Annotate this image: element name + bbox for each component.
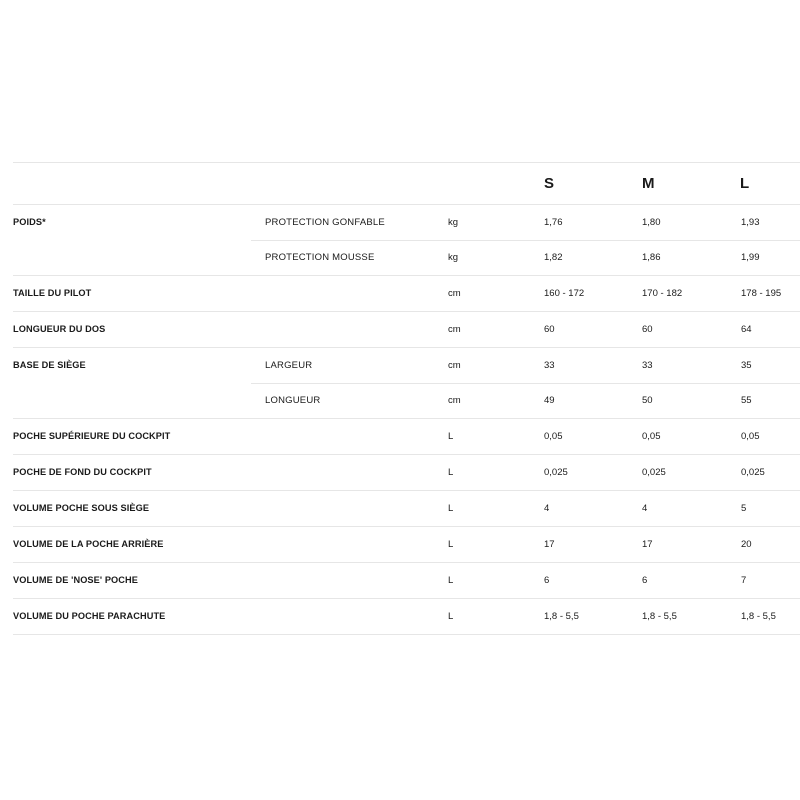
value-s: 4	[544, 503, 550, 514]
row-unit: L	[448, 467, 454, 478]
row-label: POIDS*	[13, 217, 46, 227]
value-m: 33	[642, 360, 653, 371]
row-sublabel: LONGUEUR	[265, 395, 321, 406]
row-label: TAILLE DU PILOT	[13, 288, 92, 298]
table-row	[13, 276, 800, 312]
row-unit: L	[448, 611, 454, 622]
value-m: 1,86	[642, 252, 661, 263]
value-l: 20	[741, 539, 752, 550]
value-m: 0,05	[642, 431, 661, 442]
table-row	[13, 491, 800, 527]
row-unit: L	[448, 575, 454, 586]
value-m: 0,025	[642, 467, 666, 478]
value-s: 33	[544, 360, 555, 371]
row-sublabel: LARGEUR	[265, 360, 313, 371]
value-l: 7	[741, 575, 747, 586]
value-l: 55	[741, 395, 752, 406]
row-unit: cm	[448, 395, 461, 406]
table-row	[13, 527, 800, 563]
table-row	[13, 599, 800, 635]
value-m: 17	[642, 539, 653, 550]
value-m: 4	[642, 503, 648, 514]
value-s: 0,05	[544, 431, 563, 442]
value-l: 64	[741, 324, 752, 335]
table-row	[13, 312, 800, 348]
value-s: 60	[544, 324, 555, 335]
row-unit: cm	[448, 324, 461, 335]
row-label: BASE DE SIÈGE	[13, 360, 86, 370]
value-s: 160 - 172	[544, 288, 585, 299]
row-label: POCHE DE FOND DU COCKPIT	[13, 467, 152, 477]
value-s: 1,76	[544, 217, 563, 228]
size-header-m: M	[642, 175, 655, 192]
value-m: 1,8 - 5,5	[642, 611, 677, 622]
value-l: 35	[741, 360, 752, 371]
row-label: VOLUME DE LA POCHE ARRIÈRE	[13, 539, 164, 549]
row-label: VOLUME POCHE SOUS SIÈGE	[13, 503, 150, 513]
table-row	[13, 563, 800, 599]
row-label: POCHE SUPÉRIEURE DU COCKPIT	[13, 431, 171, 441]
size-header-s: S	[544, 175, 555, 192]
table-body	[13, 205, 800, 635]
value-l: 0,025	[741, 467, 765, 478]
row-label: VOLUME DE 'NOSE' POCHE	[13, 575, 139, 585]
value-s: 6	[544, 575, 550, 586]
row-unit: kg	[448, 252, 459, 263]
value-l: 1,99	[741, 252, 760, 263]
row-sublabel: PROTECTION MOUSSE	[265, 252, 375, 263]
row-unit: kg	[448, 217, 459, 228]
row-unit: L	[448, 503, 454, 514]
value-m: 6	[642, 575, 648, 586]
table-row	[13, 455, 800, 491]
table-row	[13, 348, 800, 383]
value-l: 5	[741, 503, 747, 514]
value-l: 1,8 - 5,5	[741, 611, 776, 622]
table-header	[13, 163, 800, 205]
row-unit: L	[448, 431, 454, 442]
row-unit: L	[448, 539, 454, 550]
value-s: 1,8 - 5,5	[544, 611, 579, 622]
value-s: 17	[544, 539, 555, 550]
value-l: 178 - 195	[741, 288, 782, 299]
table-row	[13, 240, 800, 276]
row-unit: cm	[448, 288, 461, 299]
row-sublabel: PROTECTION GONFABLE	[265, 217, 385, 228]
size-header-l: L	[740, 175, 750, 192]
value-m: 170 - 182	[642, 288, 683, 299]
row-label: VOLUME DU POCHE PARACHUTE	[13, 611, 166, 621]
value-m: 60	[642, 324, 653, 335]
table-row	[13, 205, 800, 240]
value-s: 49	[544, 395, 555, 406]
table-row	[13, 383, 800, 419]
row-label: LONGUEUR DU DOS	[13, 324, 106, 334]
value-l: 1,93	[741, 217, 760, 228]
value-s: 1,82	[544, 252, 563, 263]
value-m: 1,80	[642, 217, 661, 228]
row-unit: cm	[448, 360, 461, 371]
table-row	[13, 419, 800, 455]
value-l: 0,05	[741, 431, 760, 442]
spec-table	[13, 162, 800, 635]
value-m: 50	[642, 395, 653, 406]
value-s: 0,025	[544, 467, 568, 478]
